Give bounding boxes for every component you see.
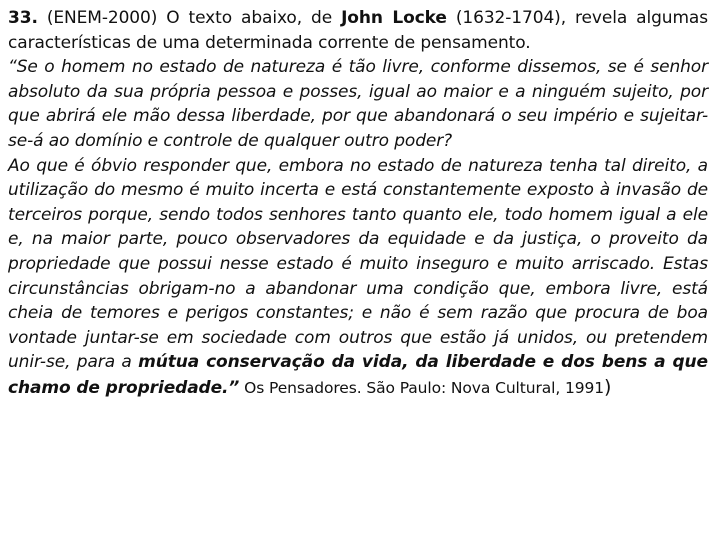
author-name: John Locke [341, 8, 447, 28]
source-citation: Os Pensadores. São Paulo: Nova Cultural, 1991 [239, 378, 605, 397]
quote-text: Ao que é óbvio responder que, embora no estado de natureza tenha tal direito, a utilização do mesmo é muito incerta e está constantemente exposto à invasão de terceiros porque, sendo todos senhores tanto quanto ele, todo homem igual a ele e, na maior parte, pouco observadores da equidade e da justiça, o proveito da propriedade que possui nesse estado é muito inseguro e muito arriscado. Estas circunstâncias obrigam-no a abandonar uma condição que, embora livre, está cheia de temores e perigos constantes; e não é sem razão que procura de boa vontade juntar-se em sociedade com outros que estão já unidos, ou pretendem unir-se, para a [8, 155, 708, 373]
intro-text-b: (1632-1704), revela algumas características de uma determinada corrente de pensamento. [8, 8, 708, 53]
quote-close-mark: ” [228, 377, 240, 398]
quote-emphasis: mútua conservação da vida, da liberdade e dos bens a que chamo de propriedade. [8, 352, 708, 398]
question-number: 33. [8, 8, 38, 28]
document-page [8, 6, 708, 401]
quote-paragraph-1: “Se o homem no estado de natureza é tão livre, conforme dissemos, se é senhor absoluto da sua própria pessoa e posses, igual ao maior e a ninguém sujeito, por que abrirá ele mão dessa liberdade, por que abandonará o seu império e sujeitar-se-á ao domínio e controle de qualquer outro poder? [8, 57, 708, 151]
source-close-paren: ) [604, 375, 612, 398]
quote-paragraph-2 [8, 154, 708, 401]
intro-text-a: (ENEM-2000) O texto abaixo, de [37, 8, 342, 28]
question-intro [8, 6, 708, 55]
